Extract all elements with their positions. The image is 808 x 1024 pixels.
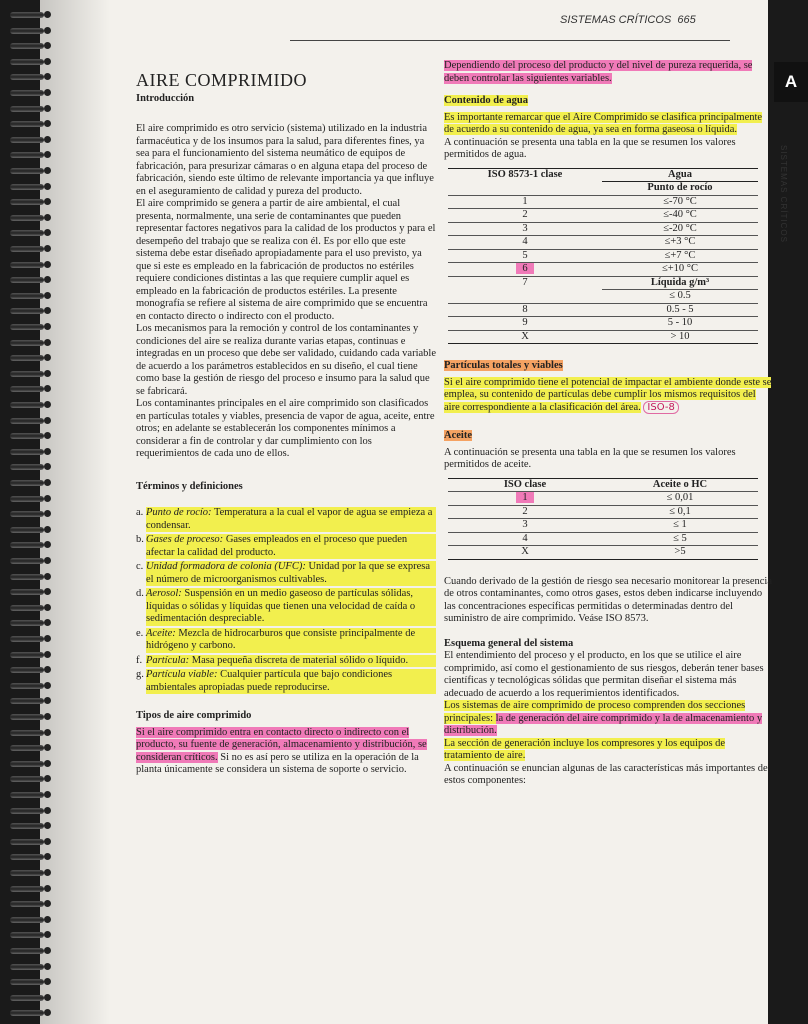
binding-coil: [10, 137, 44, 143]
binding-coil: [10, 121, 44, 127]
binding-coil: [10, 199, 44, 205]
class-cell: [448, 492, 602, 506]
binding-hole: [44, 573, 51, 580]
binding-hole: [44, 58, 51, 65]
binding-coil: [10, 776, 44, 782]
binding-coil: [10, 823, 44, 829]
class-cell: 3: [448, 222, 602, 236]
section-tab: A: [774, 62, 808, 102]
scheme-paragraph-3: [444, 738, 774, 763]
term-definition: Unidad por la que se expresa el número de microorganismos cultivables.: [146, 561, 431, 585]
binding-coil: [10, 511, 44, 517]
binding-coil: [10, 605, 44, 611]
item-letter: d.: [136, 588, 144, 599]
binding-coil: [10, 995, 44, 1001]
table-row: [448, 519, 758, 533]
binding-hole: [44, 651, 51, 658]
class-cell: 4: [448, 532, 602, 546]
item-letter: g.: [136, 669, 144, 680]
class-cell: 8: [448, 303, 602, 317]
binding-hole: [44, 167, 51, 174]
binding-hole: [44, 27, 51, 34]
item-letter: a.: [136, 507, 144, 518]
term-definition: Gases empleados en el proceso que pueden afectar la calidad del producto.: [146, 534, 408, 558]
binding-coil: [10, 979, 44, 985]
table-row: [448, 317, 758, 331]
binding-coil: [10, 386, 44, 392]
binding-hole: [44, 89, 51, 96]
scheme-paragraph-2: [444, 700, 774, 738]
binding-coil: [10, 340, 44, 346]
binding-coil: [10, 745, 44, 751]
particles-highlight: Si el aire comprimido tiene el potencial de impactar el ambiente donde este se emplea, su contenido de partículas debe cumplir los mismos requisitos del aire correspondiente a la clasificación del área.: [444, 376, 772, 413]
item-letter: c.: [136, 561, 144, 572]
binding-coil: [10, 168, 44, 174]
binding-coil: [10, 293, 44, 299]
binding-coil: [10, 277, 44, 283]
binding-coil: [10, 12, 44, 18]
binding-coil: [10, 246, 44, 252]
binding-hole: [44, 729, 51, 736]
binding-coil: [10, 355, 44, 361]
definition-item: [136, 669, 436, 694]
table-subheader: Punto de rocío: [602, 182, 758, 196]
binding-coil: [10, 870, 44, 876]
term-definition: Mezcla de hidrocarburos que consiste principalmente de hidrógeno y carbono.: [146, 627, 416, 651]
binding-hole: [44, 713, 51, 720]
table-header: Aceite o HC: [602, 478, 758, 492]
table-row: [448, 263, 758, 277]
binding-coil: [10, 901, 44, 907]
running-title: SISTEMAS CRÍTICOS: [560, 14, 672, 26]
term: Aerosol:: [146, 588, 182, 599]
binding-coil: [10, 230, 44, 236]
binding-coil: [10, 932, 44, 938]
binding-hole: [44, 479, 51, 486]
table-row: [448, 249, 758, 263]
binding-hole: [44, 370, 51, 377]
item-letter: b.: [136, 534, 144, 545]
binding-hole: [44, 323, 51, 330]
table-row: [448, 209, 758, 223]
value-cell: ≤+3 °C: [602, 236, 758, 250]
table-row: [448, 236, 758, 250]
item-letter: e.: [136, 627, 144, 639]
binding-hole: [44, 838, 51, 845]
class-cell: X: [448, 330, 602, 344]
binding-hole: [44, 791, 51, 798]
table-row: [448, 276, 758, 290]
handwritten-note: ISO-8: [643, 401, 678, 414]
binding-hole: [44, 261, 51, 268]
page-title: AIRE COMPRIMIDO: [136, 70, 308, 90]
value-cell: ≤ 0,01: [602, 492, 758, 506]
term-definition: Suspensión en un medio gaseoso de partículas sólidas, líquidas o sólidas y líquidas que tienen una velocidad de caída o sedimentación despreciable.: [146, 588, 416, 624]
binding-coil: [10, 698, 44, 704]
types-highlight: Si el aire comprimido entra en contacto directo o indirecto con el producto, su fuente de generación, almacenamiento y distribución, se consideran críticos.: [136, 726, 427, 763]
table-subheader: Líquida g/m³: [602, 276, 758, 290]
value-cell: ≤-20 °C: [602, 222, 758, 236]
binding-hole: [44, 136, 51, 143]
item-letter: f.: [136, 654, 143, 666]
class-highlight: 6: [516, 263, 533, 274]
intro-paragraph: El aire comprimido es otro servicio (sistema) utilizado en la industria farmacéutica y de los insumos para la salud, para diferentes fines, ya sea para el funcionamiento del sistema neumático de equipos de fabricación, para presurizar cámaras o en alguna etapa del proceso de fabricación, siendo este último de relevante importancia ya que influye en el aseguramiento de calidad y pureza del producto.: [136, 123, 434, 197]
term: Partícula viable:: [146, 669, 218, 680]
class-cell: 1: [448, 195, 602, 209]
term-definition: Temperatura a la cual el vapor de agua se empieza a condensar.: [146, 507, 433, 531]
class-cell: 9: [448, 317, 602, 331]
binding-coil: [10, 652, 44, 658]
scheme-highlight-b: la de generación del aire comprimido y la de almacenamiento y distribución.: [444, 712, 763, 736]
water-paragraph: A continuación se presenta una tabla en la que se resumen los valores permitidos de agua.: [444, 136, 736, 160]
page-number: 665: [677, 14, 696, 26]
intro-heading: Introducción: [136, 92, 195, 104]
class-cell: 4: [448, 236, 602, 250]
binding-coil: [10, 418, 44, 424]
definition-item: [136, 655, 436, 668]
binding-coil: [10, 480, 44, 486]
scheme-highlight-a: Los sistemas de aire comprimido de proceso comprenden dos secciones principales:: [444, 700, 746, 724]
binding-coil: [10, 152, 44, 158]
water-table: [448, 168, 758, 345]
table-row: [448, 546, 758, 560]
value-cell: ≤-70 °C: [602, 195, 758, 209]
binding-hole: [44, 105, 51, 112]
table-row: [448, 492, 758, 506]
table-row: [448, 532, 758, 546]
binding-coil: [10, 792, 44, 798]
binding-coil: [10, 574, 44, 580]
binding-coil: [10, 527, 44, 533]
term-definition: Cualquier partícula que bajo condiciones ambientales apropiadas puede reproducirse.: [146, 669, 393, 693]
types-paragraph: [136, 727, 436, 777]
table-row: [448, 222, 758, 236]
binding-coil: [10, 683, 44, 689]
class-highlight: 1: [516, 492, 533, 503]
binding-hole: [44, 526, 51, 533]
binding-coil: [10, 761, 44, 767]
spiral-binding: [0, 0, 48, 1024]
table-header: Agua: [602, 168, 758, 182]
class-cell: 5: [448, 249, 602, 263]
right-column: [444, 60, 774, 788]
oil-paragraph: A continuación se presenta una tabla en la que se resumen los valores permitidos de aceite.: [444, 446, 736, 470]
binding-coil: [10, 917, 44, 923]
binding-hole: [44, 339, 51, 346]
binding-coil: [10, 667, 44, 673]
value-cell: ≤+7 °C: [602, 249, 758, 263]
binding-coil: [10, 964, 44, 970]
binding-coil: [10, 184, 44, 190]
running-header: [560, 14, 696, 26]
table-row: [448, 330, 758, 344]
document-page: [40, 0, 798, 1024]
generation-paragraph: El aire comprimido se genera a partir de aire ambiental, el cual presenta, normalmente, una serie de contaminantes que pueden representar factores negativos para la calidad de los productos y para el desempeño del trabajo que se realiza con él. Es por ello que este sistema debe estar diseñado apropiadamente para el uso previsto, ya que si este es empleado en la fabricación de productos no estériles requiere condiciones distintas a las que requiere cumplir aquel es empleado en la fabricación de productos estériles. La presente monografía se refiere al sistema de aire comprimido que se encuentra en contacto directo o indirecto con el producto.: [136, 198, 436, 322]
scheme-heading: Esquema general del sistema: [444, 637, 574, 649]
binding-hole: [44, 885, 51, 892]
binding-hole: [44, 682, 51, 689]
class-cell: 2: [448, 209, 602, 223]
binding-coil: [10, 496, 44, 502]
binding-coil: [10, 371, 44, 377]
definition-item: [136, 507, 436, 532]
types-heading: Tipos de aire comprimido: [136, 710, 252, 721]
binding-hole: [44, 916, 51, 923]
value-cell: ≤+10 °C: [602, 263, 758, 277]
binding-coil: [10, 402, 44, 408]
class-cell: 3: [448, 519, 602, 533]
contaminants-paragraph: Los contaminantes principales en el aire comprimido son clasificados en partículas totales y viables, presencia de vapor de agua, aceite, entre otros; en adelante se establecerán los componentes mínimos a considerar a fin de controlar y dar cumplimiento con los requerimientos de cada uno de ellos.: [136, 398, 435, 459]
binding-hole: [44, 869, 51, 876]
binding-coil: [10, 464, 44, 470]
binding-coil: [10, 308, 44, 314]
binding-hole: [44, 963, 51, 970]
water-heading-text: Contenido de agua: [444, 95, 529, 106]
binding-hole: [44, 635, 51, 642]
mechanisms-paragraph: Los mecanismos para la remoción y control de los contaminantes y condiciones del aire se realiza durante varias etapas, continuas e integradas en un proceso que debe ser validado, cuidando cada variable de acuerdo a los parámetros establecidos en su diseño, el cual tiene como base la gestión de riesgo del proceso e insumo para la salud que se fabricará.: [136, 323, 436, 397]
definition-item: [136, 588, 436, 626]
value-cell: > 10: [602, 330, 758, 344]
terms-heading: Términos y definiciones: [136, 480, 243, 492]
binding-hole: [44, 245, 51, 252]
binding-coil: [10, 1010, 44, 1016]
binding-coil: [10, 558, 44, 564]
definitions-list: [136, 507, 436, 694]
oil-table: [448, 478, 758, 560]
binding-coil: [10, 589, 44, 595]
binding-coil: [10, 433, 44, 439]
definition-item: [136, 561, 436, 586]
class-cell: [448, 290, 602, 304]
types-rest: Si no es así pero se utiliza en la operación de la planta únicamente se considera un sistema de soporte o servicio.: [136, 751, 419, 775]
binding-hole: [44, 760, 51, 767]
value-cell: ≤ 5: [602, 532, 758, 546]
binding-hole: [44, 183, 51, 190]
table-row: [448, 195, 758, 209]
definition-item: [136, 534, 436, 559]
particles-heading: [444, 360, 774, 373]
value-cell: 5 - 10: [602, 317, 758, 331]
value-cell: >5: [602, 546, 758, 560]
left-column: [136, 70, 436, 777]
header-rule: [290, 40, 730, 41]
term-definition: Masa pequeña discreta de material sólido o líquido.: [189, 654, 409, 666]
table-row: [448, 505, 758, 519]
term: Aceite:: [146, 627, 176, 639]
class-cell: [448, 263, 602, 277]
term: Unidad formadora de colonia (UFC):: [146, 561, 306, 572]
binding-coil: [10, 43, 44, 49]
binding-hole: [44, 292, 51, 299]
binding-hole: [44, 214, 51, 221]
value-cell: ≤-40 °C: [602, 209, 758, 223]
value-cell: ≤ 0,1: [602, 505, 758, 519]
binding-coil: [10, 215, 44, 221]
class-cell: X: [448, 546, 602, 560]
value-cell: ≤ 1: [602, 519, 758, 533]
risk-paragraph: Cuando derivado de la gestión de riesgo sea necesario monitorear la presencia de otros contaminantes, como otros gases, estos deben indicarse incluyendo las concentraciones específicas permitidas o determinadas dentro del suministro de aire comprimido. Veáse ISO 8573.: [444, 575, 772, 624]
scheme-highlight-c: La sección de generación incluye los compresores y los equipos de tratamiento de aire.: [444, 737, 726, 761]
binding-coil: [10, 620, 44, 626]
binding-hole: [44, 11, 51, 18]
particles-paragraph: [444, 377, 774, 415]
binding-hole: [44, 994, 51, 1001]
variables-intro-highlight: Dependiendo del proceso del producto y del nivel de pureza requerida, se deben controlar las siguientes variables.: [444, 60, 753, 84]
oil-heading: [444, 430, 774, 443]
water-paragraph-highlight: [444, 112, 774, 137]
water-heading: [444, 95, 774, 108]
binding-coil: [10, 90, 44, 96]
definition-item: [136, 628, 436, 653]
table-row: [448, 303, 758, 317]
binding-hole: [44, 495, 51, 502]
binding-hole: [44, 557, 51, 564]
value-cell: 0.5 - 5: [602, 303, 758, 317]
oil-heading-text: Aceite: [444, 430, 472, 441]
term: Punto de rocío:: [146, 507, 212, 518]
binding-coil: [10, 839, 44, 845]
binding-hole: [44, 417, 51, 424]
value-cell: ≤ 0.5: [602, 290, 758, 304]
table-row: [448, 290, 758, 304]
binding-coil: [10, 28, 44, 34]
binding-coil: [10, 854, 44, 860]
binding-coil: [10, 74, 44, 80]
binding-coil: [10, 636, 44, 642]
particles-heading-text: Partículas totales y viables: [444, 360, 563, 371]
scheme-paragraph-4: A continuación se enuncian algunas de las características más importantes de estos componentes:: [444, 762, 768, 786]
binding-coil: [10, 886, 44, 892]
side-section-label: SISTEMAS CRÍTICOS: [779, 145, 788, 243]
binding-coil: [10, 542, 44, 548]
binding-coil: [10, 106, 44, 112]
binding-coil: [10, 262, 44, 268]
binding-hole: [44, 448, 51, 455]
binding-hole: [44, 401, 51, 408]
variables-intro: [444, 60, 774, 85]
scheme-paragraph-1: El entendimiento del proceso y el producto, en los que se utilice el aire comprimido, así como el gestionamiento de sus riesgos, deberán tener bases científicas y tecnológicas sólidas que permitan diseñar el sistema más adecuado de acuerdo a los requerimientos identificados.: [444, 650, 764, 699]
term: Gases de proceso:: [146, 534, 224, 545]
binding-coil: [10, 59, 44, 65]
binding-hole: [44, 947, 51, 954]
binding-coil: [10, 730, 44, 736]
binding-hole: [44, 604, 51, 611]
water-highlight: Es importante remarcar que el Aire Comprimido se clasifica principalmente de acuerdo a su contenido de agua, ya sea en forma gaseosa o líquida.: [444, 111, 763, 135]
term: Partícula:: [146, 654, 190, 666]
binding-hole: [44, 807, 51, 814]
binding-coil: [10, 948, 44, 954]
table-header: ISO clase: [448, 478, 602, 492]
class-cell: 7: [522, 276, 528, 288]
binding-coil: [10, 449, 44, 455]
binding-coil: [10, 808, 44, 814]
class-cell: 2: [448, 505, 602, 519]
table-header: ISO 8573-1 clase: [448, 168, 602, 182]
binding-coil: [10, 714, 44, 720]
binding-coil: [10, 324, 44, 330]
